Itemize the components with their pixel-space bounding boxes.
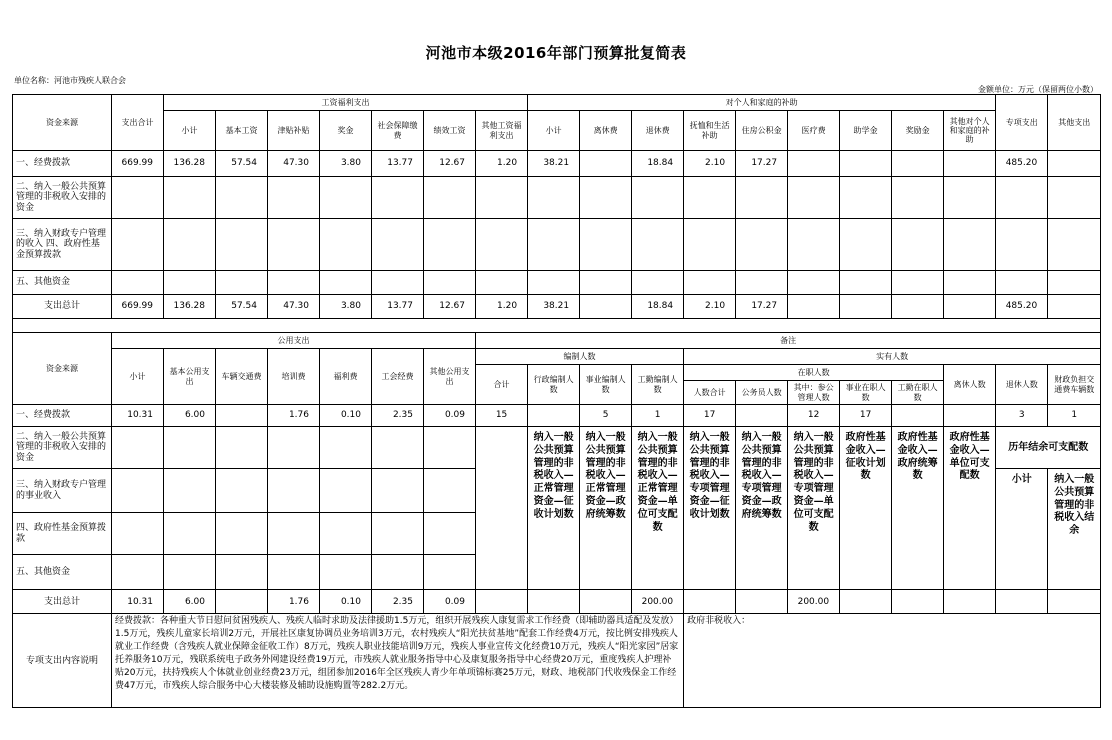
value-cell: 57.54 [216,151,268,177]
value-cell [320,177,372,219]
table-row [13,177,1101,219]
table-row [13,427,1101,469]
row-label: 四、政府性基金预算拨款 [13,513,112,554]
balance-header: 历年结余可支配数 [996,427,1101,469]
value-cell [424,469,476,513]
quota-col-header: 合计 [476,365,528,405]
value-cell [424,554,476,589]
nontax-category-cell: 纳入一般公共预算管理的非税收入—正常管理资金—征收计划数 [528,427,580,590]
table-row [13,405,1101,427]
value-cell [372,271,424,295]
retired-header: 退休人数 [996,365,1048,405]
value-cell [892,590,944,614]
unit-name: 单位名称：河池市残疾人联合会 [14,76,126,85]
value-cell [840,219,892,271]
value-cell [216,554,268,589]
value-cell: 1 [1048,405,1101,427]
spacer-row [13,319,1101,333]
value-cell [320,219,372,271]
value-cell: 5 [580,405,632,427]
value-cell [788,151,840,177]
nontax-category-cell: 纳入一般公共预算管理的非税收入—专项管理资金—政府统筹数 [736,427,788,590]
quota-col-header: 行政编制人数 [528,365,580,405]
value-cell: 3.80 [320,295,372,319]
value-cell [164,554,216,589]
value-cell: 13.77 [372,151,424,177]
value-cell [112,554,164,589]
value-cell: 1.76 [268,405,320,427]
value-cell: 2.10 [684,151,736,177]
value-cell [996,177,1048,219]
person-col-header: 助学金 [840,111,892,151]
in-service-col-header: 事业在职人数 [840,381,892,405]
value-cell [476,427,528,590]
value-cell [996,590,1048,614]
value-cell [788,295,840,319]
value-cell: 1.20 [476,295,528,319]
value-cell [268,177,320,219]
public-col-header: 工会经费 [372,349,424,405]
special-note-row [13,614,1101,708]
row-label: 二、纳入一般公共预算管理的非税收入安排的资金 [13,427,112,469]
value-cell: 18.84 [632,295,684,319]
row-label: 五、其他资金 [13,554,112,589]
value-cell [996,271,1048,295]
value-cell [372,469,424,513]
value-cell [372,219,424,271]
value-cell [320,513,372,554]
value-cell [736,177,788,219]
row-label: 一、经费拨款 [13,405,112,427]
amount-unit: 金额单位：万元（保留两位小数） [978,85,1098,94]
value-cell [268,219,320,271]
value-cell: 1.20 [476,151,528,177]
value-cell [528,405,580,427]
special-label: 专项支出内容说明 [13,614,112,708]
value-cell [788,219,840,271]
value-cell: 2.35 [372,590,424,614]
value-cell [892,219,944,271]
value-cell: 200.00 [632,590,684,614]
wage-col-header: 其他工资福利支出 [476,111,528,151]
value-cell: 15 [476,405,528,427]
value-cell [840,271,892,295]
value-cell [580,271,632,295]
wage-col-header: 社会保障缴费 [372,111,424,151]
value-cell [892,295,944,319]
value-cell: 12.67 [424,295,476,319]
value-cell: 17 [840,405,892,427]
nontax-category-cell: 纳入一般公共预算管理的非税收入—正常管理资金—政府统筹数 [580,427,632,590]
value-cell [944,219,996,271]
value-cell [840,295,892,319]
value-cell: 6.00 [164,590,216,614]
row-label: 三、纳入财政专户管理的事业收入 [13,469,112,513]
value-cell [580,151,632,177]
value-cell [112,469,164,513]
value-cell [320,427,372,469]
value-cell: 17.27 [736,151,788,177]
value-cell [216,219,268,271]
value-cell: 12 [788,405,840,427]
value-cell [164,469,216,513]
public-col-header: 培训费 [268,349,320,405]
value-cell [580,295,632,319]
budget-table [12,94,1101,708]
value-cell [268,513,320,554]
top-total-header: 支出合计 [112,95,164,151]
person-col-header: 退休费 [632,111,684,151]
value-cell [632,271,684,295]
value-cell [320,271,372,295]
nontax-category-cell: 纳入一般公共预算管理的非税收入—专项管理资金—单位可支配数 [788,427,840,590]
in-service-col-header: 其中：参公管理人数 [788,381,840,405]
person-col-header: 医疗费 [788,111,840,151]
wage-group-header: 工资福利支出 [164,95,528,111]
value-cell [1048,177,1101,219]
value-cell [372,554,424,589]
value-cell: 17 [684,405,736,427]
value-cell [892,151,944,177]
other-header: 其他支出 [1048,95,1101,151]
value-cell [1048,590,1101,614]
special-text: 经费拨款：各种重大节日慰问贫困残疾人、残疾人临时求助及法律援助1.5万元，组织开展残疾人康复需求工作经费（即辅助器具适配及发放）1.5万元，残疾儿童家长培训2万元，开展社区康复协调员业务培训3万元，农村残疾人“阳光扶贫基地”配套工作经费4万元，按比例安排残疾人就业工作经费（含残疾人就业保障金征收工作）8万元，残疾人职业技能培训9万元，残疾人事业宣传文化经费10万元，残疾人“阳光家园”居家托养服务10万元，残联系统电子政务外网建设经费19万元，市残疾人就业服务指导中心及康复服务指导中心经费20万元，重度残疾人护理补贴20万元，扶持残疾人个体就业创业经费23万元，组团参加2016年全区残疾人青少年单项锦标赛25万元，财政、地税部门代收残保金工作经费47万元，市残疾人综合服务中心大楼装修及辅助设施购置等282.2万元。 [112,614,684,708]
public-col-header: 车辆交通费 [216,349,268,405]
value-cell: 3 [996,405,1048,427]
public-col-header: 小计 [112,349,164,405]
value-cell: 136.28 [164,151,216,177]
value-cell [424,427,476,469]
value-cell [372,427,424,469]
value-cell [1048,271,1101,295]
person-col-header: 奖励金 [892,111,944,151]
public-col-header: 基本公用支出 [164,349,216,405]
value-cell [216,177,268,219]
value-cell: 10.31 [112,405,164,427]
row-label: 支出总计 [13,295,112,319]
value-cell: 200.00 [788,590,840,614]
value-cell: 2.35 [372,405,424,427]
value-cell [944,177,996,219]
value-cell [736,271,788,295]
table-row [13,295,1101,319]
value-cell [112,427,164,469]
special-header: 专项支出 [996,95,1048,151]
value-cell [1048,151,1101,177]
value-cell [112,177,164,219]
value-cell: 0.09 [424,405,476,427]
value-cell [788,177,840,219]
balance-col-cell: 小计 [996,469,1048,590]
value-cell [528,177,580,219]
value-cell: 47.30 [268,295,320,319]
balance-col-cell: 纳入一般公共预算管理的非税收入结余 [1048,469,1101,590]
value-cell [424,271,476,295]
quota-col-header: 工勤编制人数 [632,365,684,405]
row-label: 三、纳入财政专户管理的收入 四、政府性基金预算拨款 [13,219,112,271]
in-service-col-header: 公务员人数 [736,381,788,405]
value-cell: 38.21 [528,295,580,319]
value-cell: 38.21 [528,151,580,177]
nontax-category-cell: 纳入一般公共预算管理的非税收入—专项管理资金—征收计划数 [684,427,736,590]
value-cell [632,177,684,219]
value-cell [892,405,944,427]
value-cell [944,590,996,614]
person-group-header: 对个人和家庭的补助 [528,95,996,111]
value-cell [216,590,268,614]
value-cell [944,271,996,295]
value-cell [268,469,320,513]
value-cell [164,271,216,295]
value-cell [268,271,320,295]
value-cell: 1 [632,405,684,427]
vehicles-header: 财政负担交通费车辆数 [1048,365,1101,405]
nontax-label: 政府非税收入： [684,614,1101,708]
row-label: 五、其他资金 [13,271,112,295]
value-cell [684,271,736,295]
value-cell: 1.76 [268,590,320,614]
value-cell [424,177,476,219]
value-cell: 2.10 [684,295,736,319]
top-source-header: 资金来源 [13,95,112,151]
value-cell: 0.10 [320,405,372,427]
value-cell [632,219,684,271]
value-cell [580,590,632,614]
person-col-header: 住房公积金 [736,111,788,151]
retired-off-header: 离休人数 [944,365,996,405]
value-cell [268,554,320,589]
nontax-category-cell: 纳入一般公共预算管理的非税收入—正常管理资金—单位可支配数 [632,427,684,590]
value-cell [164,219,216,271]
value-cell [892,177,944,219]
value-cell [528,590,580,614]
value-cell: 0.10 [320,590,372,614]
row-label: 支出总计 [13,590,112,614]
value-cell [944,405,996,427]
value-cell [996,219,1048,271]
person-col-header: 其他对个人和家庭的补助 [944,111,996,151]
value-cell [476,219,528,271]
person-col-header: 抚恤和生活补助 [684,111,736,151]
row-label: 二、纳入一般公共预算管理的非税收入安排的资金 [13,177,112,219]
quota-col-header: 事业编制人数 [580,365,632,405]
value-cell [736,219,788,271]
value-cell: 669.99 [112,151,164,177]
value-cell [216,405,268,427]
value-cell: 10.31 [112,590,164,614]
value-cell [372,177,424,219]
table-row [13,271,1101,295]
value-cell [112,219,164,271]
value-cell: 47.30 [268,151,320,177]
value-cell: 485.20 [996,295,1048,319]
value-cell [840,177,892,219]
value-cell [476,590,528,614]
value-cell [528,271,580,295]
value-cell [788,271,840,295]
value-cell: 6.00 [164,405,216,427]
public-col-header: 其他公用支出 [424,349,476,405]
wage-col-header: 奖金 [320,111,372,151]
value-cell [1048,219,1101,271]
value-cell [684,219,736,271]
in-service-header: 在职人数 [684,365,944,381]
value-cell [216,513,268,554]
wage-col-header: 津贴补贴 [268,111,320,151]
value-cell: 669.99 [112,295,164,319]
value-cell [164,427,216,469]
public-col-header: 福利费 [320,349,372,405]
value-cell: 18.84 [632,151,684,177]
nontax-category-cell: 政府性基金收入—政府统筹数 [892,427,944,590]
value-cell [684,590,736,614]
value-cell [216,271,268,295]
table-row [13,590,1101,614]
value-cell [944,295,996,319]
value-cell [164,177,216,219]
value-cell [268,427,320,469]
in-service-col-header: 人数合计 [684,381,736,405]
wage-col-header: 绩效工资 [424,111,476,151]
row-label: 一、经费拨款 [13,151,112,177]
value-cell [528,219,580,271]
staff-quota-header: 编制人数 [476,349,684,365]
value-cell [944,151,996,177]
value-cell [164,513,216,554]
value-cell [112,271,164,295]
table-row [13,151,1101,177]
nontax-category-cell: 政府性基金收入—征收计划数 [840,427,892,590]
page-title: 河池市本级2016年部门预算批复简表 [425,44,687,62]
value-cell [892,271,944,295]
person-col-header: 离休费 [580,111,632,151]
value-cell [840,590,892,614]
in-service-col-header: 工勤在职人数 [892,381,944,405]
value-cell [580,219,632,271]
nontax-category-cell: 政府性基金收入—单位可支配数 [944,427,996,590]
person-col-header: 小计 [528,111,580,151]
value-cell [112,513,164,554]
value-cell: 17.27 [736,295,788,319]
value-cell [216,469,268,513]
value-cell [684,177,736,219]
value-cell [840,151,892,177]
value-cell [476,271,528,295]
value-cell [320,469,372,513]
bottom-source-header: 资金来源 [13,333,112,405]
table-row [13,219,1101,271]
value-cell [216,427,268,469]
actual-staff-header: 实有人数 [684,349,1101,365]
value-cell [580,177,632,219]
value-cell: 12.67 [424,151,476,177]
wage-col-header: 小计 [164,111,216,151]
value-cell: 485.20 [996,151,1048,177]
value-cell [320,554,372,589]
value-cell [424,219,476,271]
value-cell [424,513,476,554]
value-cell [736,405,788,427]
value-cell: 0.09 [424,590,476,614]
value-cell [1048,295,1101,319]
value-cell [476,177,528,219]
wage-col-header: 基本工资 [216,111,268,151]
value-cell: 13.77 [372,295,424,319]
value-cell [372,513,424,554]
value-cell: 3.80 [320,151,372,177]
value-cell: 136.28 [164,295,216,319]
notes-group-header: 备注 [476,333,1101,349]
value-cell [736,590,788,614]
value-cell: 57.54 [216,295,268,319]
public-group-header: 公用支出 [112,333,476,349]
